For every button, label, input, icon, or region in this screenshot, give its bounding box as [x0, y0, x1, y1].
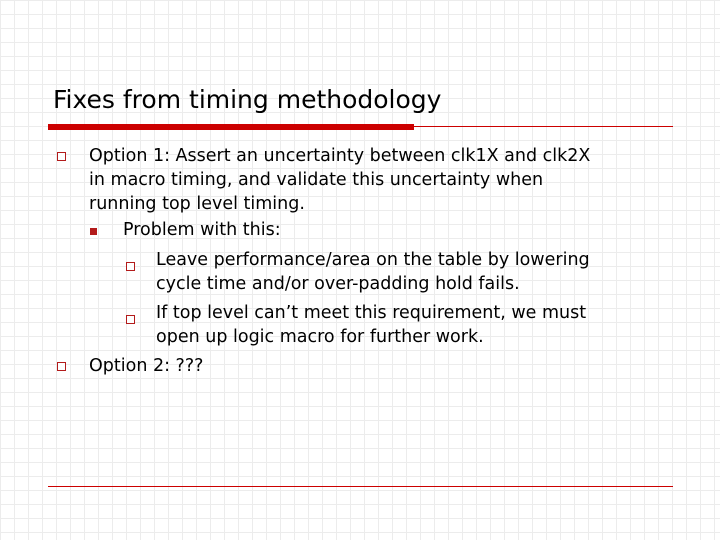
problem-item-1-line-1: Leave performance/area on the table by lowering [156, 250, 590, 270]
filled-square-bullet-icon [90, 228, 97, 235]
square-bullet-icon [126, 315, 135, 324]
problem-item-1-line-2: cycle time and/or over-padding hold fails. [156, 274, 520, 294]
option1-line-2: in macro timing, and validate this uncertainty when [89, 170, 544, 190]
problem-item-2-line-2: open up logic macro for further work. [156, 327, 484, 347]
option1-line-1: Option 1: Assert an uncertainty between clk1X and clk2X [89, 146, 591, 166]
problem-label: Problem with this: [123, 220, 281, 240]
option2-line: Option 2: ??? [89, 356, 204, 376]
square-bullet-icon [57, 152, 66, 161]
option1-line-3: running top level timing. [89, 194, 305, 214]
slide-title: Fixes from timing methodology [53, 85, 442, 114]
problem-item-2-line-1: If top level can’t meet this requirement, we must [156, 303, 587, 323]
square-bullet-icon [126, 262, 135, 271]
footer-divider [48, 486, 673, 487]
square-bullet-icon [57, 362, 66, 371]
